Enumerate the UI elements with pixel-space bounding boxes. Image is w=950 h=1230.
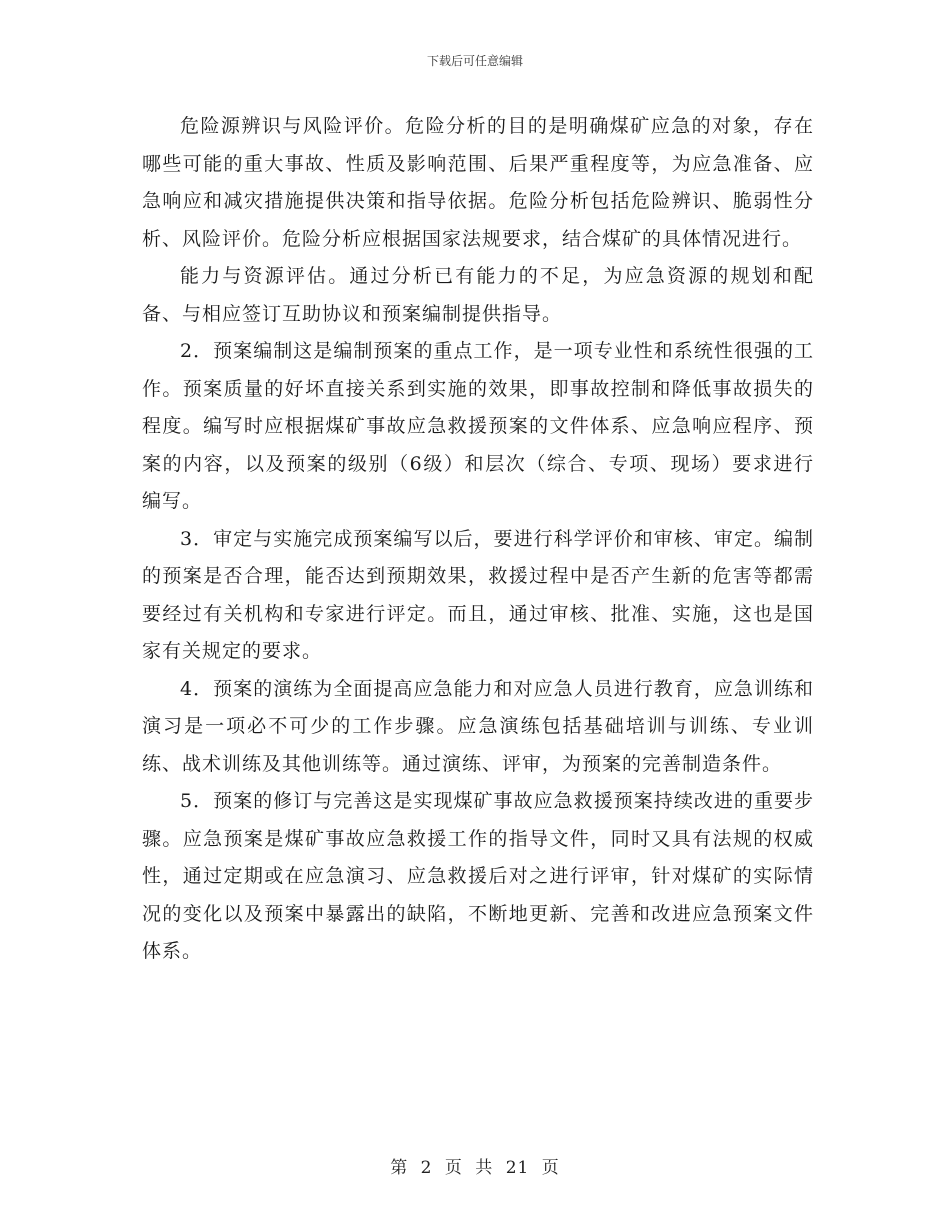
footer-total-unit: 页 [541, 1158, 560, 1178]
footer-prefix: 第 [390, 1158, 409, 1178]
page-header: 下载后可任意编辑 [426, 54, 523, 68]
page-footer [0, 1153, 950, 1178]
paragraph-plan-compilation: 2．预案编制这是编制预案的重点工作，是一项专业性和系统性很强的工作。预案质量的好坏直接关系到实施的效果，即事故控制和降低事故损失的程度。编写时应根据煤矿事故应急救援预案的文件体系、应急响应程序、预案的内容，以及预案的级别（6级）和层次（综合、专项、现场）要求进行编写。 [142, 340, 814, 512]
paragraph-capability-assessment: 能力与资源评估。通过分析已有能力的不足，为应急资源的规划和配备、与相应签订互助协议和预案编制提供指导。 [142, 265, 814, 325]
footer-total-prefix: 共 [475, 1158, 494, 1178]
page-number: 2 [420, 1158, 433, 1178]
document-body [142, 108, 814, 971]
paragraph-hazard-identification: 危险源辨识与风险评价。危险分析的目的是明确煤矿应急的对象，存在哪些可能的重大事故、性质及影响范围、后果严重程度等，为应急准备、应急响应和减灾措施提供决策和指导依据。危险分析包括危险辨识、脆弱性分析、风险评价。危险分析应根据国家法规要求，结合煤矿的具体情况进行。 [142, 115, 814, 250]
total-pages: 21 [505, 1158, 530, 1178]
paragraph-plan-drills: 4．预案的演练为全面提高应急能力和对应急人员进行教育，应急训练和演习是一项必不可少的工作步骤。应急演练包括基础培训与训练、专业训练、战术训练及其他训练等。通过演练、评审，为预案的完善制造条件。 [142, 677, 814, 775]
paragraph-review-implementation: 3．审定与实施完成预案编写以后，要进行科学评价和审核、审定。编制的预案是否合理，能否达到预期效果，救援过程中是否产生新的危害等都需要经过有关机构和专家进行评定。而且，通过审核、批准、实施，这也是国家有关规定的要求。 [142, 527, 814, 662]
paragraph-plan-revision: 5．预案的修订与完善这是实现煤矿事故应急救援预案持续改进的重要步骤。应急预案是煤矿事故应急救援工作的指导文件，同时又具有法规的权威性，通过定期或在应急演习、应急救援后对之进行评审，针对煤矿的实际情况的变化以及预案中暴露出的缺陷，不断地更新、完善和改进应急预案文件体系。 [142, 790, 814, 962]
footer-page-unit: 页 [444, 1158, 463, 1178]
